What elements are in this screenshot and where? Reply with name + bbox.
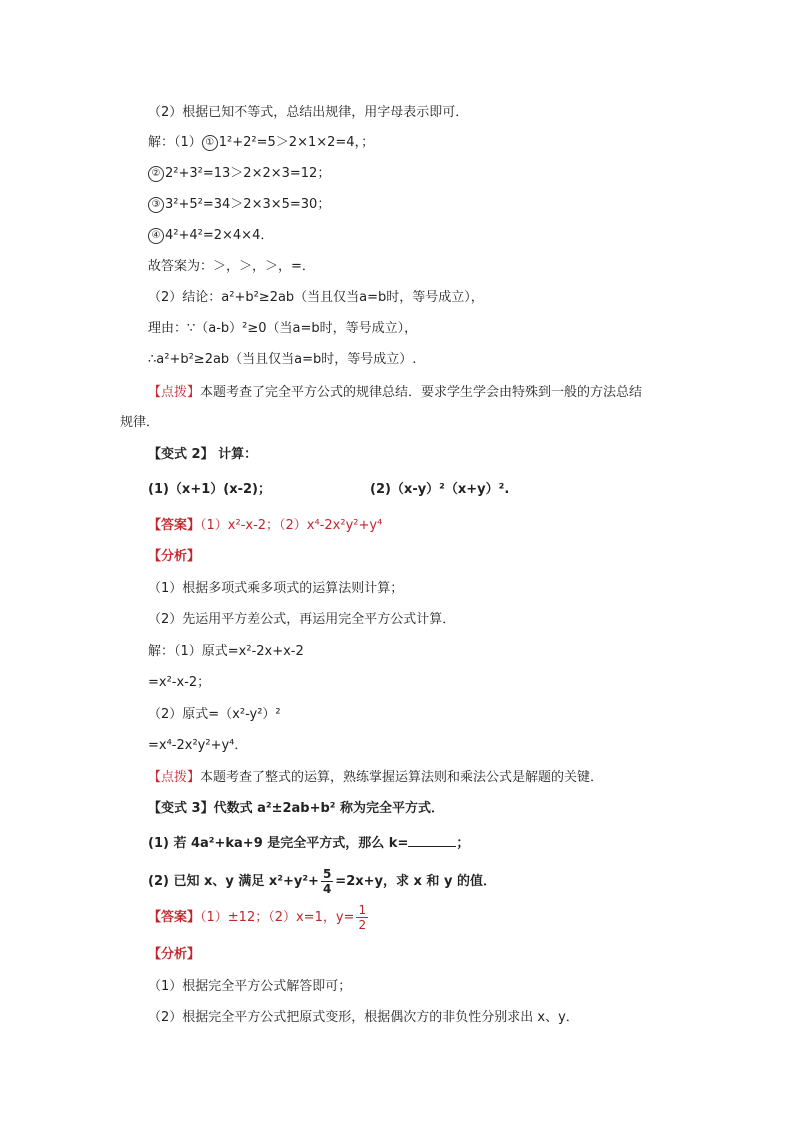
variant-2-solution-4: =x⁴-2x²y²+y⁴． [148,738,248,753]
fraction-numerator: 1 [358,903,367,917]
variant-3-question-2 [148,864,496,900]
circled-number-1: ① [202,135,218,151]
answer-text: （1）x²-x-2；（2）x⁴-2x²y²+y⁴ [200,518,383,533]
variant-2-solution-1: 解：（1）原式=x²-2x+x-2 [148,644,304,659]
variant-3-analysis-label: 【分析】 [148,947,201,962]
answer-summary: 故答案为：＞，＞，＞，=． [148,259,315,274]
variant-2-solution-3: （2）原式=（x²-y²）² [148,707,281,722]
solution-line-4 [148,227,273,245]
inequality-2: 2²+3²=13＞2×2×3=12； [165,166,331,181]
answer-text: （1）±12；（2）x=1，y= [200,910,355,925]
question-text: (2) 已知 x、y 满足 x²+y²+ [148,874,319,889]
tip-label: 【点拨】 [148,770,201,785]
variant-3-analysis-2: （2）根据完全平方公式把原式变形，根据偶次方的非负性分别求出 x、y． [148,1010,579,1025]
fraction [356,903,368,932]
variant-3-analysis-1: （1）根据完全平方公式解答即可； [148,979,352,994]
answer-blank [408,832,456,847]
inequality-3: 3²+5²=34＞2×3×5=30； [165,197,331,212]
variant-2-title: 【变式 2】 计算： [148,447,258,462]
question-end: ； [456,836,470,851]
part2-instruction: （2）根据已知不等式，总结出规律，用字母表示即可． [148,105,469,120]
question-end: =2x+y，求 x 和 y 的值． [335,874,496,889]
solution-line-2 [148,165,330,183]
fraction-denominator: 2 [358,918,367,932]
tip-1-continuation: 规律． [120,415,160,430]
fraction [321,867,333,896]
circled-number-2: ② [148,166,164,182]
inequality-4: 4²+4²=2×4×4． [165,228,274,243]
reason: 理由：∵（a-b）²≥0（当a=b时，等号成立）， [148,321,418,336]
variant-2-answer [148,517,382,535]
tip-text: 本题考查了整式的运算，熟练掌握运算法则和乘法公式是解题的关键． [200,770,604,785]
fraction-denominator: 4 [322,882,332,896]
variant-2-question-2: (2)（x-y）²（x+y）². [370,482,510,497]
variant-3-title: 【变式 3】代数式 a²±2ab+b² 称为完全平方式． [148,801,444,816]
variant-2-analysis-label: 【分析】 [148,549,201,564]
variant-3-answer [148,900,370,936]
conclusion: （2）结论：a²+b²≥2ab（当且仅当a=b时，等号成立）， [148,290,484,305]
variant-2-analysis-2: （2）先运用平方差公式，再运用完全平方公式计算． [148,612,456,627]
solution-line-1 [148,134,374,152]
solution-line-3 [148,196,330,214]
circled-number-4: ④ [148,228,164,244]
therefore: ∴a²+b²≥2ab（当且仅当a=b时，等号成立）. [148,352,417,367]
solution-prefix: 解：（1） [148,135,202,150]
answer-label: 【答案】 [148,910,201,925]
fraction-numerator: 5 [322,867,332,881]
variant-3-question-1 [148,832,469,853]
variant-2-question-1: (1)（x+1）(x-2)； [148,482,271,497]
variant-2-solution-2: =x²-x-2； [148,675,211,690]
tip-label: 【点拨】 [148,385,201,400]
circled-number-3: ③ [148,197,164,213]
question-text: (1) 若 4a²+ka+9 是完全平方式，那么 k= [148,836,409,851]
answer-label: 【答案】 [148,518,201,533]
tip-text: 本题考查了完全平方公式的规律总结．要求学生学会由特殊到一般的方法总结 [200,385,643,400]
tip-1 [148,384,642,402]
inequality-1: 1²+2²=5＞2×1×2=4，； [218,135,375,150]
variant-2-analysis-1: （1）根据多项式乘多项式的运算法则计算； [148,581,404,596]
tip-2 [148,769,603,787]
